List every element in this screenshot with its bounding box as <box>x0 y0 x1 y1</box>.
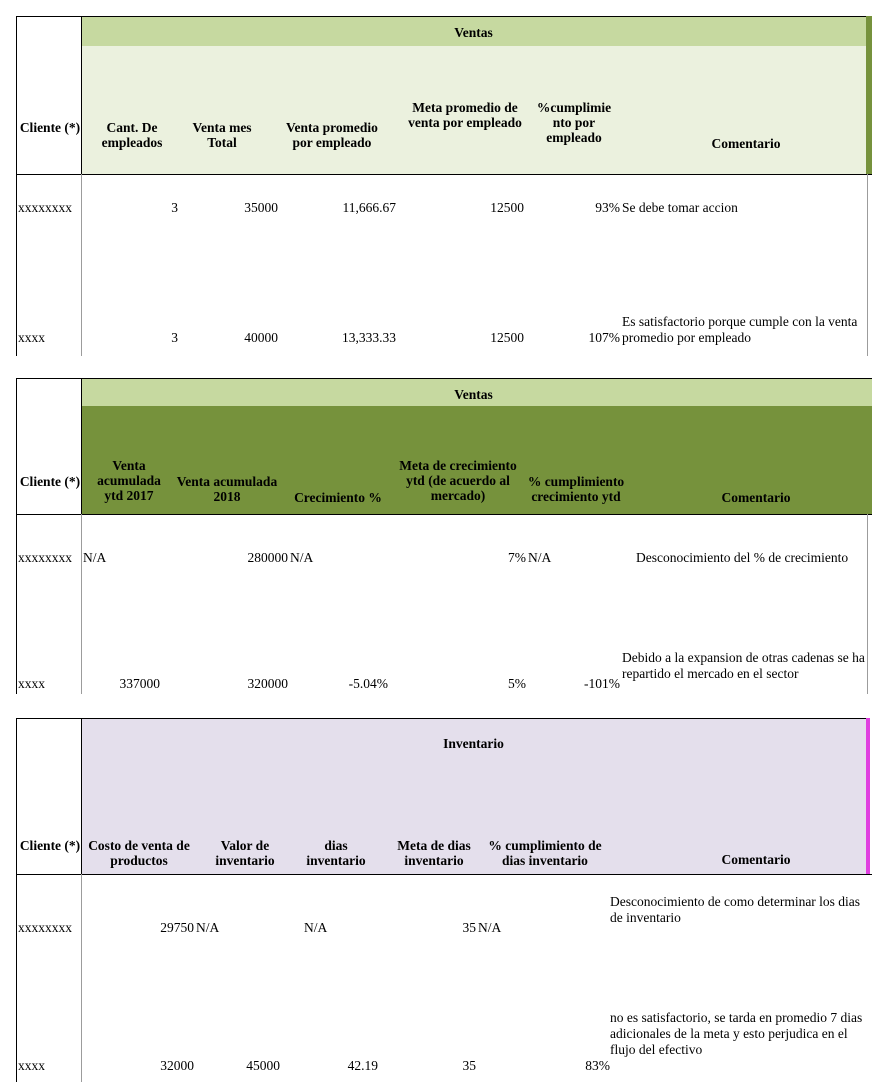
col-header-meta-promedio: Meta promedio de venta por empleado <box>408 100 522 130</box>
cell-dias-inventario: N/A <box>304 920 328 935</box>
col-header-comentario: Comentario <box>721 852 791 867</box>
cell-comentario: Desconocimiento del % de crecimiento <box>636 550 849 565</box>
cell-meta-dias: 35 <box>462 1058 476 1073</box>
cell-comentario: Debido a la expansion de otras cadenas se ha repartido el mercado en el sector <box>622 650 865 681</box>
cell-valor-inventario: N/A <box>196 920 220 935</box>
col-header-venta-promedio: Venta promedio por empleado <box>286 120 378 150</box>
cell-dias-inventario: 42.19 <box>347 1058 378 1073</box>
cell-meta: 12500 <box>490 330 524 345</box>
col-header-crecimiento: Crecimiento % <box>294 490 382 505</box>
col-header-cliente: Cliente (*) <box>19 474 81 489</box>
cell-comentario: no es satisfactorio, se tarda en promedio 7 dias adicionales de la meta y esto perjudica en el flujo del efectivo <box>610 1010 863 1057</box>
col-header-comentario: Comentario <box>721 490 791 505</box>
cell-comentario: Desconocimiento de como determinar los dias de inventario <box>610 894 861 925</box>
col-header-venta-mes: Venta mes Total <box>192 120 252 150</box>
cell-comentario: Es satisfactorio porque cumple con la venta promedio por empleado <box>622 314 858 345</box>
col-header-empleados: Cant. De empleados <box>101 120 163 150</box>
ventas-table-2 <box>16 378 872 694</box>
accent-stripe <box>866 718 870 874</box>
cell-empleados: 3 <box>171 330 178 345</box>
cell-ytd-2017: 337000 <box>119 676 160 691</box>
cell-comentario: Se debe tomar accion <box>622 200 738 215</box>
section-title: Ventas <box>454 25 493 40</box>
cell-cliente: xxxx <box>18 676 45 691</box>
col-header-cumplimiento: % cumplimiento crecimiento ytd <box>527 474 625 504</box>
col-header-cumplimiento: %cumplimie nto por empleado <box>536 100 612 145</box>
cell-cliente: xxxx <box>18 1058 45 1073</box>
cell-cumplimiento: 93% <box>595 200 620 215</box>
cell-meta: 12500 <box>490 200 524 215</box>
cell-costo-venta: 32000 <box>160 1058 194 1073</box>
col-header-cumplimiento: % cumplimiento de dias inventario <box>488 838 602 868</box>
cell-venta-mes: 35000 <box>244 200 278 215</box>
col-header-valor-inventario: Valor de inventario <box>215 838 275 868</box>
cell-acumulada-2018: 280000 <box>247 550 288 565</box>
cell-meta-dias: 35 <box>462 920 476 935</box>
col-header-acumulada-2018: Venta acumulada 2018 <box>176 474 278 504</box>
cell-cliente: xxxxxxxx <box>18 920 72 935</box>
accent-stripe <box>866 16 872 174</box>
col-header-ytd-2017: Venta acumulada ytd 2017 <box>97 458 161 503</box>
cell-acumulada-2018: 320000 <box>247 676 288 691</box>
cell-crecimiento: N/A <box>290 550 314 565</box>
col-header-cliente: Cliente (*) <box>19 838 81 853</box>
col-header-cliente: Cliente (*) <box>19 120 81 135</box>
cell-meta: 5% <box>508 676 526 691</box>
cell-cumplimiento: N/A <box>478 920 502 935</box>
section-title: Ventas <box>454 387 493 402</box>
cell-venta-promedio: 11,666.67 <box>342 200 396 215</box>
cell-empleados: 3 <box>171 200 178 215</box>
cell-cliente: xxxxxxxx <box>18 550 72 565</box>
cell-ytd-2017: N/A <box>83 550 107 565</box>
cell-valor-inventario: 45000 <box>246 1058 280 1073</box>
cell-venta-mes: 40000 <box>244 330 278 345</box>
col-header-dias-inventario: dias inventario <box>306 838 366 868</box>
ventas-table-1 <box>16 16 872 356</box>
cell-cumplimiento: 107% <box>588 330 620 345</box>
col-header-comentario: Comentario <box>711 136 781 151</box>
cell-cumplimiento: N/A <box>528 550 552 565</box>
col-header-meta-crecimiento: Meta de crecimiento ytd (de acuerdo al mercado) <box>399 458 517 503</box>
cell-cliente: xxxxxxxx <box>18 200 72 215</box>
cell-crecimiento: -5.04% <box>348 676 388 691</box>
cell-meta: 7% <box>508 550 526 565</box>
cell-cumplimiento: 83% <box>585 1058 610 1073</box>
inventario-table <box>16 718 872 1082</box>
cell-cumplimiento: -101% <box>584 676 620 691</box>
col-header-costo-venta: Costo de venta de productos <box>88 838 190 868</box>
cell-venta-promedio: 13,333.33 <box>342 330 396 345</box>
cell-costo-venta: 29750 <box>160 920 194 935</box>
col-header-meta-dias: Meta de dias inventario <box>397 838 471 868</box>
section-title: Inventario <box>443 736 504 751</box>
cell-cliente: xxxx <box>18 330 45 345</box>
